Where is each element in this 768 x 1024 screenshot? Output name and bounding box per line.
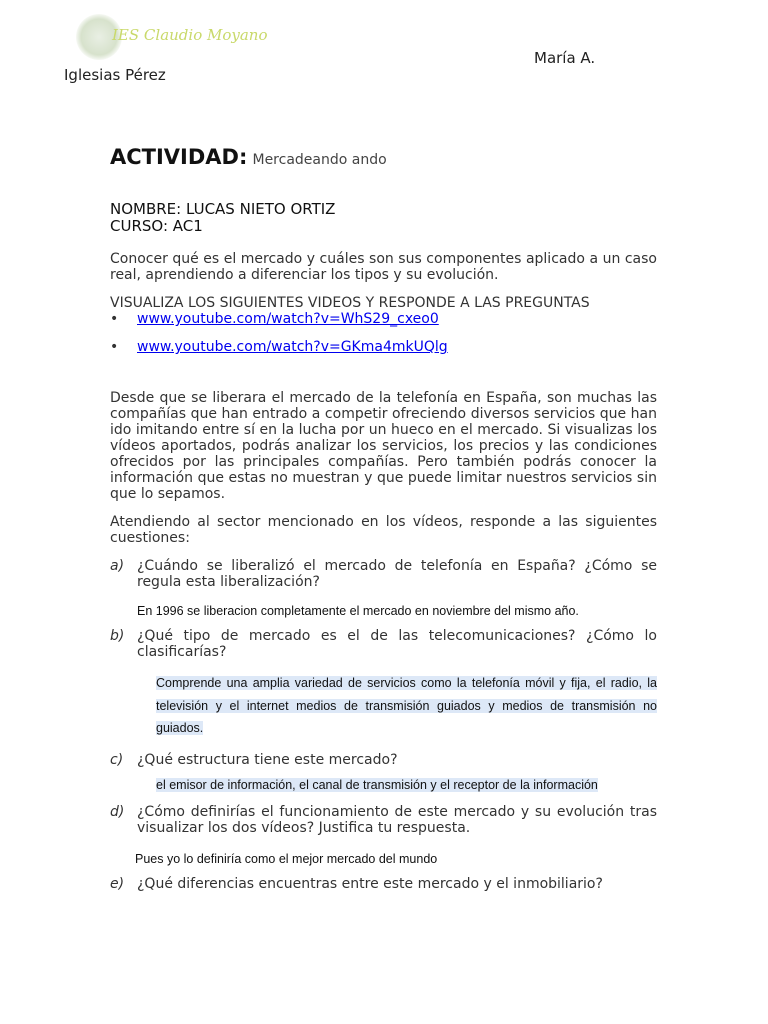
student-name: NOMBRE: LUCAS NIETO ORTIZ (110, 200, 336, 218)
bullet-icon: • (110, 311, 119, 327)
question-a (110, 558, 657, 590)
document-body (110, 145, 657, 892)
question-text: ¿Qué diferencias encuentras entre este mercado y el inmobiliario? (137, 875, 603, 892)
answer-c (110, 778, 657, 792)
question-letter: c) (110, 751, 124, 768)
question-text: ¿Qué estructura tiene este mercado? (137, 751, 398, 768)
school-logo (76, 12, 268, 62)
question-c (110, 752, 657, 768)
question-e (110, 876, 657, 892)
activity-title (110, 145, 657, 169)
answer-d: Pues yo lo definiría como el mejor mercado del mundo (135, 851, 438, 866)
video-links-list (110, 311, 657, 367)
question-d (110, 804, 657, 836)
question-letter: e) (110, 875, 125, 892)
question-text: ¿Cómo definirías el funcionamiento de este mercado y su evolución tras visualizar los dos vídeos? Justifica tu respuesta. (137, 803, 657, 836)
answer-b (110, 672, 657, 740)
answer-text: el emisor de información, el canal de transmisión y el receptor de la información (156, 777, 598, 792)
instruction-text: VISUALIZA LOS SIGUIENTES VIDEOS Y RESPONDE A LAS PREGUNTAS (110, 295, 590, 311)
logo-text: IES Claudio Moyano (112, 26, 268, 44)
author-last-name: Iglesias Pérez (64, 66, 166, 84)
question-text: ¿Cuándo se liberalizó el mercado de telefonía en España? ¿Cómo se regula esta liberalización? (137, 558, 657, 590)
activity-label: ACTIVIDAD: (110, 145, 248, 169)
activity-subtitle: Mercadeando ando (252, 152, 387, 168)
context-paragraph: Desde que se liberara el mercado de la telefonía en España, son muchas las compañías que han entrado a competir ofreciendo diversos servicios que han ido imitando entre sí en la lucha por un hueco en el mercado. Si visualizas los vídeos aportados, podrás analizar los servicios, los precios y las condiciones ofrecidos por las principales compañías. Pero también podrás conocer la información que estas no muestran y que puede limitar nuestros servicios sin que lo sepamos. (110, 390, 657, 502)
question-letter: d) (110, 803, 125, 820)
answer-a: En 1996 se liberacion completamente el mercado en noviembre del mismo año. (137, 604, 579, 618)
student-course: CURSO: AC1 (110, 217, 203, 235)
video-link-1[interactable]: www.youtube.com/watch?v=WhS29_cxeo0 (137, 311, 439, 327)
list-item (110, 339, 657, 367)
questions-lead: Atendiendo al sector mencionado en los vídeos, responde a las siguientes cuestiones: (110, 514, 657, 546)
intro-paragraph: Conocer qué es el mercado y cuáles son sus componentes aplicado a un caso real, aprendiendo a diferenciar los tipos y su evolución. (110, 251, 657, 283)
video-link-2[interactable]: www.youtube.com/watch?v=GKma4mkUQlg (137, 339, 448, 355)
question-letter: a) (110, 558, 125, 574)
author-first-name: María A. (534, 49, 596, 67)
student-info (110, 201, 657, 235)
question-letter: b) (110, 628, 125, 644)
list-item (110, 311, 657, 339)
answer-text: Comprende una amplia variedad de servicios como la telefonía móvil y fija, el radio, la televisión y el internet medios de transmisión guiados y medios de transmisión no guiados. (156, 676, 657, 735)
bullet-icon: • (110, 339, 119, 355)
question-text: ¿Qué tipo de mercado es el de las telecomunicaciones? ¿Cómo lo clasificarías? (137, 628, 657, 660)
question-b (110, 628, 657, 660)
